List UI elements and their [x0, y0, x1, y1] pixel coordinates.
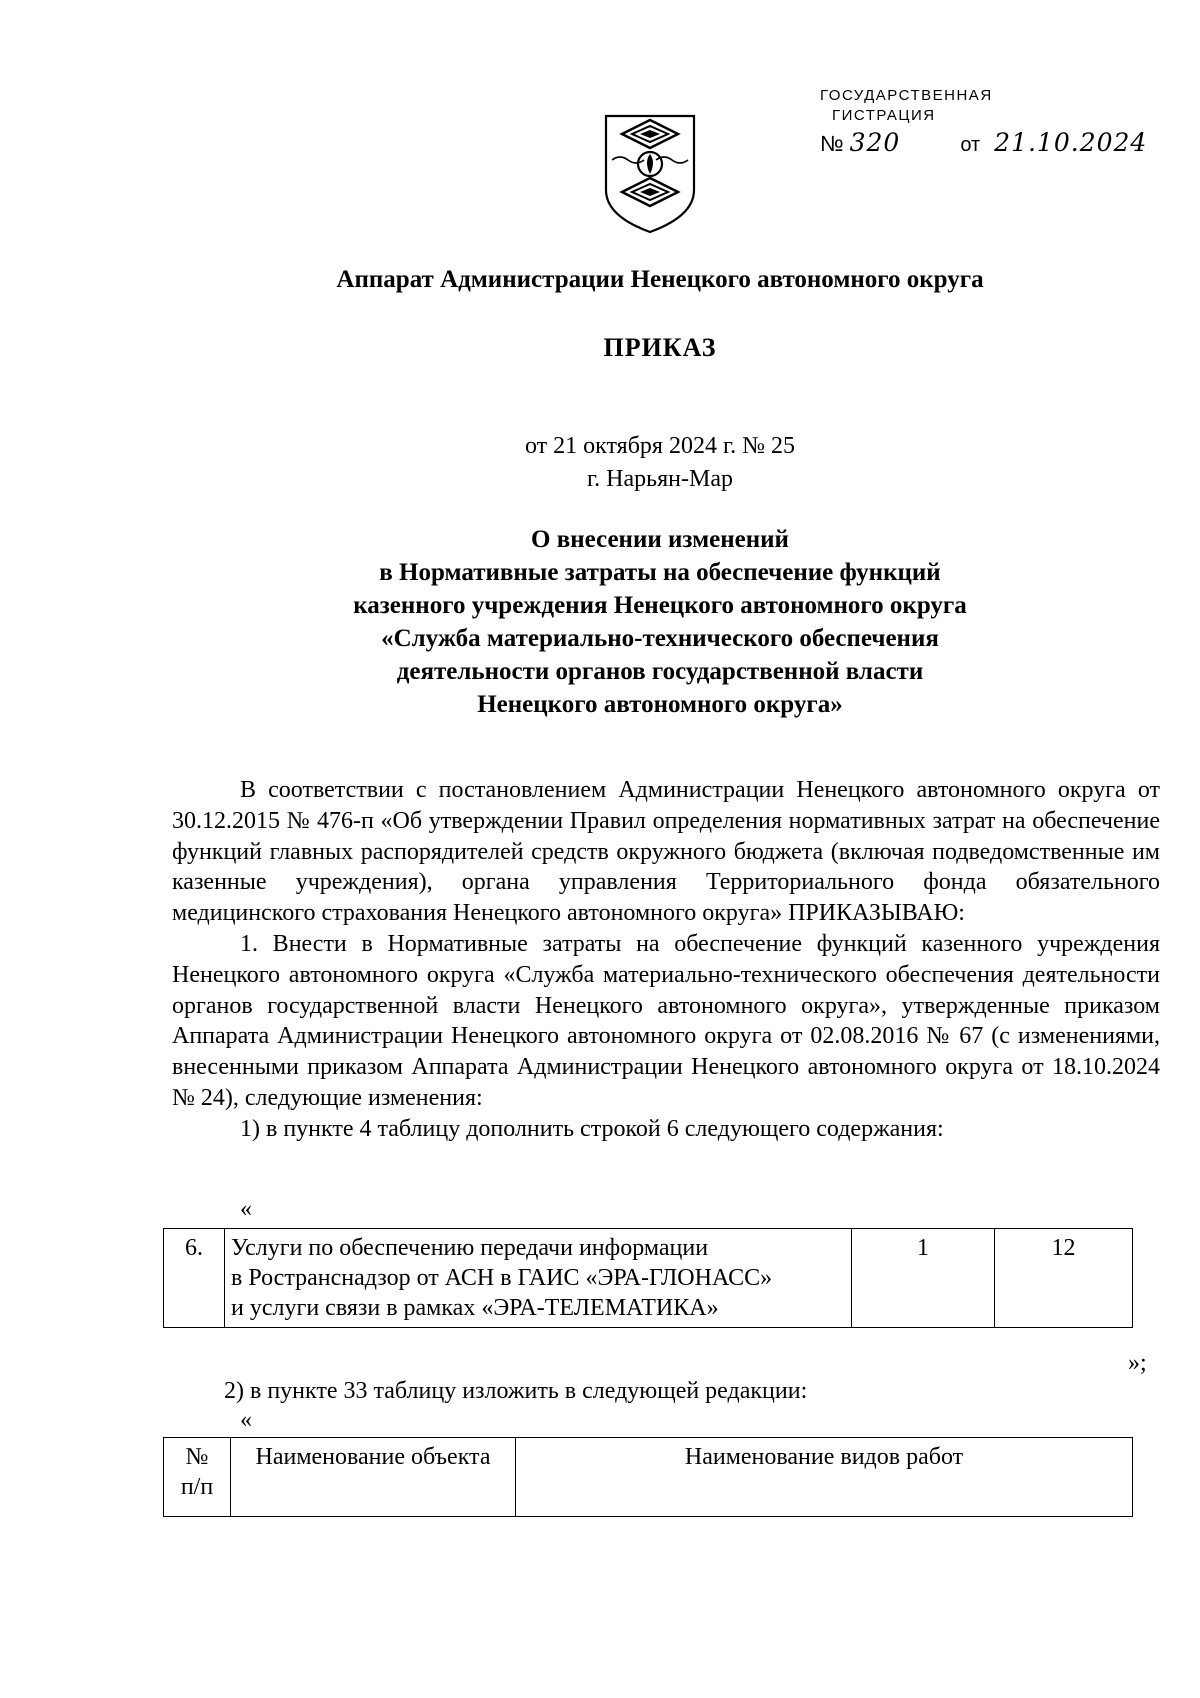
- closing-quote: »;: [1128, 1350, 1147, 1376]
- header-text: №: [185, 1444, 209, 1470]
- service-name-line: в Ространснадзор от АСН в ГАИС «ЭРА-ГЛОНАСС»: [231, 1265, 773, 1291]
- document-body: [172, 775, 1160, 1145]
- subject-line: казенного учреждения Ненецкого автономного округа: [353, 592, 967, 619]
- document-date-number: от 21 октября 2024 г. № 25: [524, 433, 795, 459]
- table-row: [164, 1229, 1133, 1328]
- stamp-line-3: [820, 128, 1150, 160]
- opening-quote: «: [240, 1407, 252, 1433]
- document-meta: [160, 430, 1160, 496]
- subject-line: деятельности органов государственной власти: [396, 658, 924, 685]
- works-table-header: [163, 1437, 1133, 1517]
- body-paragraph: В соответствии с постановлением Администрации Ненецкого автономного округа от 30.12.2015 № 476-п «Об утверждении Правил определения нормативных затрат на обеспечение функций главных распорядителей средств окружного бюджета (включая подведомственные им казенные учреждения), органа управления Территориального фонда обязательного медицинского страхования Ненецкого автономного округа» ПРИКАЗЫВАЮ:: [172, 777, 1160, 927]
- stamp-line-1: ГОСУДАРСТВЕННАЯ: [820, 87, 993, 104]
- service-name-line: и услуги связи в рамках «ЭРА-ТЕЛЕМАТИКА»: [231, 1295, 719, 1321]
- document-type: ПРИКАЗ: [603, 333, 717, 362]
- table-header-work-types: Наименование видов работ: [516, 1438, 1133, 1517]
- subject-line: «Служба материально-технического обеспечения: [381, 625, 939, 652]
- table-cell-quantity: 1: [852, 1229, 995, 1328]
- stamp-line-2: ГИСТРАЦИЯ: [832, 107, 936, 124]
- stamp-date-value: 21.10.2024: [994, 128, 1148, 157]
- table-cell-months: 12: [995, 1229, 1133, 1328]
- header-text: п/п: [180, 1474, 214, 1500]
- stamp-number-value: 320: [849, 128, 901, 157]
- body-paragraph: 2) в пункте 33 таблицу изложить в следующей редакции:: [224, 1378, 808, 1404]
- stamp-date-label: от: [960, 134, 981, 156]
- document-body-continued: [172, 1376, 1160, 1407]
- document-city: г. Нарьян-Мар: [587, 466, 733, 492]
- subject-line: в Нормативные затраты на обеспечение функций: [379, 559, 941, 586]
- registration-stamp: [820, 86, 1150, 160]
- coat-of-arms-icon: [602, 112, 698, 236]
- subject-line: О внесении изменений: [531, 526, 789, 553]
- service-name-line: Услуги по обеспечению передачи информации: [231, 1235, 709, 1261]
- organization-name: Аппарат Администрации Ненецкого автономного округа: [336, 266, 984, 293]
- amendment-table-row-6: [163, 1228, 1133, 1328]
- subject-line: Ненецкого автономного округа»: [477, 691, 843, 718]
- body-paragraph: 1) в пункте 4 таблицу дополнить строкой 6 следующего содержания:: [240, 1115, 944, 1142]
- body-paragraph: 1. Внести в Нормативные затраты на обеспечение функций казенного учреждения Ненецкого автономного округа «Служба материально-технического обеспечения деятельности органов государственной власти Ненецкого автономного округа», утвержденные приказом Аппарата Администрации Ненецкого автономного округа от 02.08.2016 № 67 (с изменениями, внесенными приказом Аппарата Администрации Ненецкого автономного округа от 18.10.2024 № 24), следующие изменения:: [172, 930, 1160, 1111]
- table-cell-number: 6.: [164, 1229, 225, 1328]
- document-subject: [160, 523, 1160, 721]
- stamp-number-label: №: [820, 131, 844, 156]
- table-header-object: Наименование объекта: [231, 1438, 516, 1517]
- table-header-number: [164, 1438, 231, 1517]
- opening-quote: «: [240, 1196, 252, 1222]
- table-cell-service-name: [225, 1229, 852, 1328]
- table-header-row: [164, 1438, 1133, 1517]
